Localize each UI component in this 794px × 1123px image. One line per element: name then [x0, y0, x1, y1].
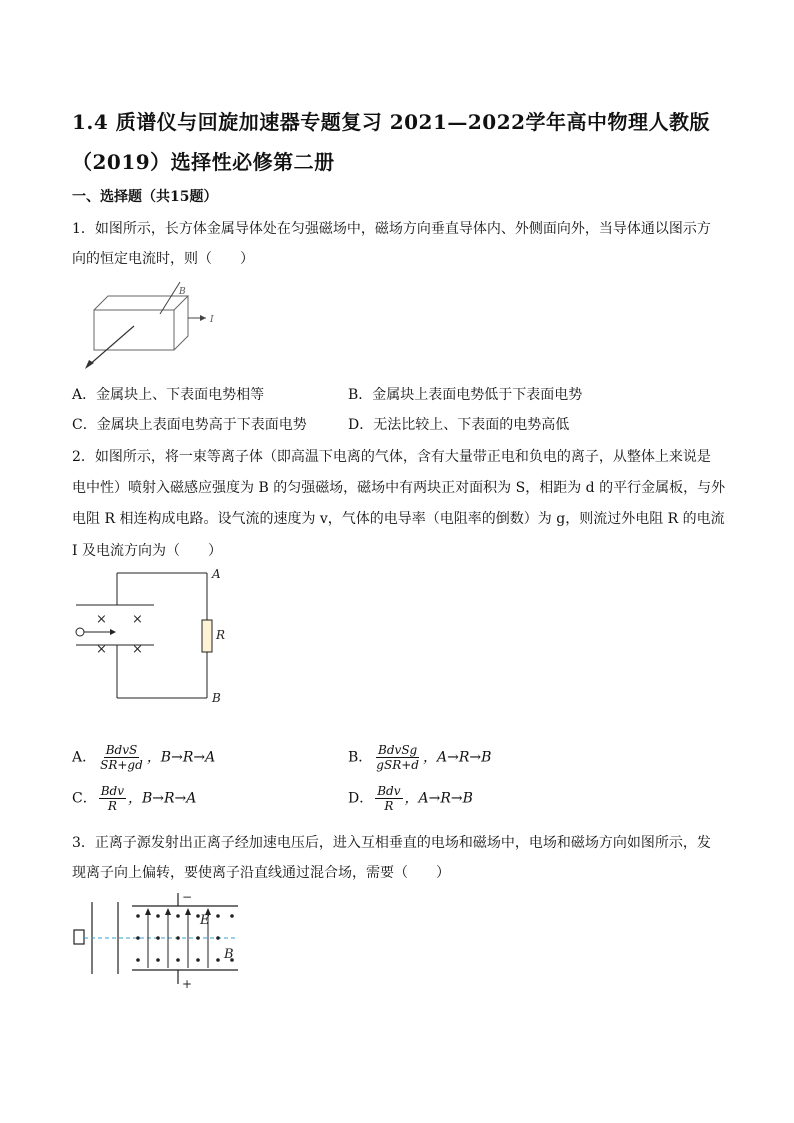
q1-text-line1: 1．如图所示，长方体金属导体处在匀强磁场中，磁场方向垂直导体内、外侧面向外，当导体通以图示方 [72, 221, 711, 237]
minus-terminal: − [182, 890, 193, 904]
q2-text-line3: 电阻 R 相连构成电路。设气流的速度为 v，气体的电导率（电阻率的倒数）为 g，则流过外电阻 R 的电流 [72, 511, 725, 527]
q3-text-line2: 现离子向上偏转，要使离子沿直线通过混合场，需要（ ） [72, 865, 450, 881]
q2-option-b[interactable] [348, 743, 491, 772]
q2-option-a-direction: ，B→R→A [146, 749, 216, 766]
section-heading: 一、选择题（共15题） [72, 189, 218, 205]
b-field-line [160, 282, 180, 314]
q2-option-d-label: D． [348, 790, 374, 807]
plasma-source [76, 628, 84, 636]
q1-option-c[interactable]: C．金属块上表面电势高于下表面电势 [72, 417, 307, 433]
q2-option-c-fraction [99, 784, 126, 813]
i-label: I [210, 315, 214, 325]
fraction-denominator: gSR+d [376, 758, 419, 772]
page-title-line2: （2019）选择性必修第二册 [72, 150, 335, 174]
label-r: R [216, 628, 226, 642]
q2-text-line1: 2．如图所示，将一束等离子体（即高温下电离的气体，含有大量带正电和负电的离子，从整体上来说是 [72, 449, 711, 465]
q1-option-a[interactable]: A．金属块上、下表面电势相等 [72, 387, 265, 403]
q1-figure-block [76, 276, 236, 376]
q2-option-b-direction: ，A→R→B [422, 749, 492, 766]
q2-option-c-label: C． [72, 790, 97, 807]
q2-option-d-fraction [375, 784, 402, 813]
plus-terminal: + [182, 977, 193, 990]
cross-3: × [96, 642, 107, 657]
q2-option-a-label: A． [72, 749, 97, 766]
q2-option-c[interactable] [72, 784, 196, 813]
label-b: B [224, 947, 234, 962]
field-out-arrow-line [88, 326, 134, 366]
q2-option-d[interactable] [348, 784, 473, 813]
fraction-numerator: Bdv [100, 784, 124, 798]
q2-figure-circuit [70, 565, 240, 710]
q2-option-b-label: B． [348, 749, 373, 766]
fraction-numerator: Bdv [377, 784, 401, 798]
label-e: E [200, 913, 210, 928]
b-label: B [179, 287, 186, 297]
plasma-arrowhead [110, 629, 116, 635]
q2-option-d-direction: ，A→R→B [404, 790, 473, 807]
cross-2: × [132, 612, 143, 627]
block-front-face [94, 310, 174, 350]
cross-4: × [132, 642, 143, 657]
q2-option-c-direction: ，B→R→A [128, 790, 197, 807]
q3-text-line1: 3．正离子源发射出正离子经加速电压后，进入互相垂直的电场和磁场中，电场和磁场方向如图所示，发 [72, 835, 711, 851]
fraction-denominator: R [107, 799, 117, 813]
label-a: A [212, 567, 221, 581]
block-side-face [174, 296, 188, 350]
fraction-denominator: R [384, 799, 394, 813]
q1-option-b[interactable]: B．金属块上表面电势低于下表面电势 [348, 387, 583, 403]
q2-text-line2: 电中性）喷射入磁感应强度为 B 的匀强磁场，磁场中有两块正对面积为 S，相距为 d 的平行金属板，与外 [72, 480, 726, 496]
q1-text-line2: 向的恒定电流时，则（ ） [72, 251, 254, 267]
fraction-denominator: SR+gd [100, 758, 143, 772]
q2-option-a-fraction [98, 743, 145, 772]
q2-text-line4: I 及电流方向为（ ） [72, 543, 222, 559]
q3-figure-fields [72, 888, 247, 990]
page-title-line1: 1.4 质谱仪与回旋加速器专题复习 2021—2022学年高中物理人教版 [72, 110, 711, 134]
q1-option-d[interactable]: D．无法比较上、下表面的电势高低 [348, 417, 570, 433]
ion-source [74, 930, 84, 944]
cross-1: × [96, 612, 107, 627]
fraction-numerator: BdvSg [378, 743, 418, 757]
resistor-r [202, 620, 212, 652]
current-arrowhead [200, 315, 206, 321]
label-b: B [212, 691, 221, 705]
q2-option-b-fraction [374, 743, 421, 772]
block-top-face [94, 296, 188, 310]
fraction-numerator: BdvS [105, 743, 138, 757]
q2-option-a[interactable] [72, 743, 215, 772]
